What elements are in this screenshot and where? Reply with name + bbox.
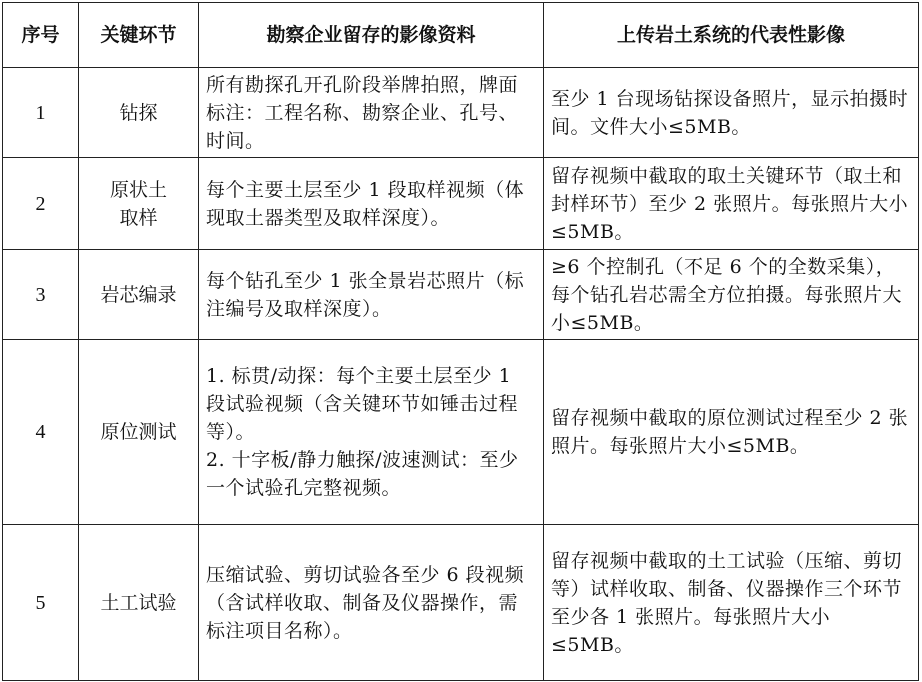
row-number: 2	[3, 158, 79, 250]
row-step: 岩芯编录	[79, 250, 199, 340]
table-row	[3, 525, 919, 681]
row-number: 4	[3, 340, 79, 525]
row-step: 钻探	[79, 68, 199, 158]
row-number: 5	[3, 525, 79, 681]
row-step: 原状土 取样	[79, 158, 199, 250]
table-row	[3, 250, 919, 340]
row-uploaded: 留存视频中截取的土工试验（压缩、剪切等）试样收取、制备、仪器操作三个环节至少各 1 张照片。每张照片大小≤5MB。	[544, 525, 919, 681]
row-retained: 每个钻孔至少 1 张全景岩芯照片（标注编号及取样深度）。	[199, 250, 544, 340]
row-step: 土工试验	[79, 525, 199, 681]
row-uploaded: 留存视频中截取的原位测试过程至少 2 张照片。每张照片大小≤5MB。	[544, 340, 919, 525]
row-retained: 所有勘探孔开孔阶段举牌拍照，牌面标注：工程名称、勘察企业、孔号、时间。	[199, 68, 544, 158]
row-uploaded: 留存视频中截取的取土关键环节（取土和封样环节）至少 2 张照片。每张照片大小≤5MB。	[544, 158, 919, 250]
header-retained-media: 勘察企业留存的影像资料	[199, 3, 544, 68]
table-row	[3, 340, 919, 525]
row-number: 3	[3, 250, 79, 340]
row-step: 原位测试	[79, 340, 199, 525]
requirements-table	[2, 2, 919, 681]
row-retained: 1. 标贯/动探：每个主要土层至少 1 段试验视频（含关键环节如锤击过程等）。 2. 十字板/静力触探/波速测试：至少一个试验孔完整视频。	[199, 340, 544, 525]
table-row	[3, 158, 919, 250]
row-retained: 每个主要土层至少 1 段取样视频（体现取土器类型及取样深度）。	[199, 158, 544, 250]
header-uploaded-media: 上传岩土系统的代表性影像	[544, 3, 919, 68]
row-uploaded: 至少 1 台现场钻探设备照片，显示拍摄时间。文件大小≤5MB。	[544, 68, 919, 158]
row-uploaded: ≥6 个控制孔（不足 6 个的全数采集），每个钻孔岩芯需全方位拍摄。每张照片大小≤5MB。	[544, 250, 919, 340]
row-number: 1	[3, 68, 79, 158]
header-row	[3, 3, 919, 68]
row-retained: 压缩试验、剪切试验各至少 6 段视频（含试样收取、制备及仪器操作，需标注项目名称）。	[199, 525, 544, 681]
header-number: 序号	[3, 3, 79, 68]
table-row	[3, 68, 919, 158]
header-key-step: 关键环节	[79, 3, 199, 68]
